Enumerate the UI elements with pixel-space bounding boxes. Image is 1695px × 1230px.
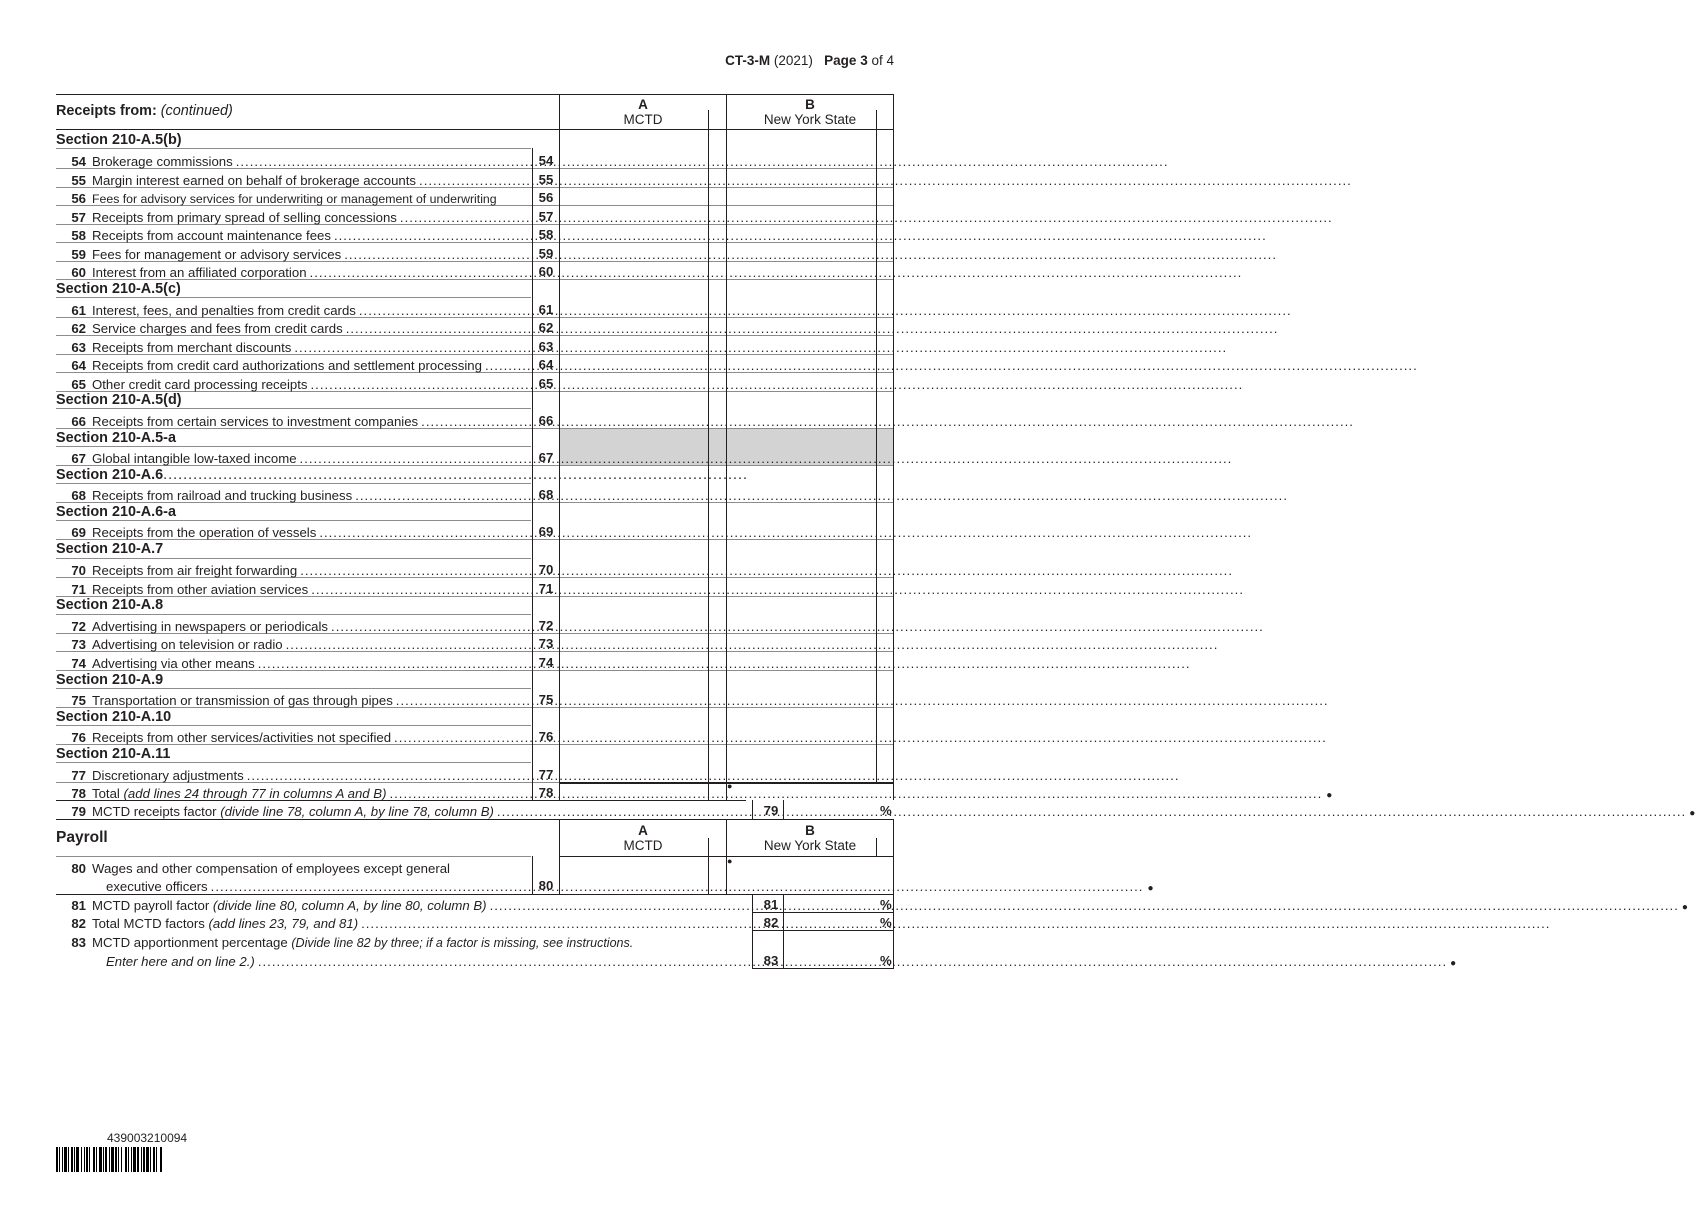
receipts-title [56,103,233,119]
line-65-label: Other credit card processing receipts [92,377,308,392]
line-80-num: 80 [71,861,86,876]
line-79-box-num: 79 [763,803,779,818]
line-67-text [92,451,297,466]
line-78-box-num: 78 [538,785,554,800]
line-75-num: 75 [71,693,86,708]
line-63-row [56,337,531,355]
line-62-text [92,321,343,336]
line-58-row [56,225,531,243]
line-81-bullet: ● [1681,902,1688,913]
line-75-row [56,690,531,708]
line-62-row [56,318,531,336]
line-72-label: Advertising in newspapers or periodicals [92,619,329,634]
section-rule [56,614,531,615]
payroll-title-rule [56,856,531,857]
line-62-label: Service charges and fees from credit cards [92,321,343,336]
line-58-num: 58 [71,228,86,243]
line-82-note: (add lines 23, 79, and 81) [208,916,359,931]
line-69-num: 69 [71,525,86,540]
col-b-header [727,97,893,127]
line-69-box-num: 69 [538,524,554,539]
line-78-num: 78 [71,786,86,801]
line-81-num: 81 [71,898,86,913]
line-67-label: Global intangible low-taxed income [92,451,297,466]
line-73-num: 73 [71,637,86,652]
col-b-letter: B [805,97,815,112]
section-rule [56,558,531,559]
section-210-a6: Section 210-A.6..................................................................................................................... [56,467,748,483]
line-71-label: Receipts from other aviation services [92,582,309,597]
line-66-label: Receipts from certain services to investment companies [92,414,419,429]
line-60-num: 60 [71,265,86,280]
line-54-box-num: 54 [538,153,554,168]
line-55-box-num: 55 [538,172,554,187]
line-78-text [92,786,386,801]
line-76-text [92,730,391,745]
line-79-bullet: ● [1689,808,1695,819]
line-75-label: Transportation or transmission of gas through pipes [92,693,393,708]
form-year: (2021) [773,53,813,68]
line-56-box-num: 56 [538,190,554,205]
line-79-note: (divide line 78, column A, by line 78, column B) [220,804,494,819]
line-73-text [92,637,283,652]
line-71-num: 71 [71,582,86,597]
section-rule [56,725,531,726]
line-60-box-num: 60 [538,264,554,279]
col-a-letter: A [638,97,648,112]
line-75-box-num: 75 [538,692,554,707]
line-83-label: MCTD apportionment percentage [92,935,288,950]
line-69-text [92,525,316,540]
page-number: 3 [860,53,868,68]
line-63-label: Receipts from merchant discounts [92,340,292,355]
line-61-box-num: 61 [538,302,554,317]
line-72-text [92,619,328,634]
line-81-text [92,898,487,913]
section-210-a6a: Section 210-A.6-a [56,504,176,520]
line-61-text [92,303,356,318]
line-67-num: 67 [71,451,86,466]
line-74-label: Advertising via other means [92,656,255,671]
line-76-num: 76 [71,730,86,745]
section-210-a5c: Section 210-A.5(c) [56,281,181,297]
payroll-title: Payroll [56,829,108,846]
section-210-a8: Section 210-A.8 [56,597,164,613]
section-rule [56,520,531,521]
line-70-label: Receipts from air freight forwarding [92,563,298,578]
line-62-box-num: 62 [538,320,554,335]
line-81-box-num: 81 [763,897,779,912]
line-61-label: Interest, fees, and penalties from credit cards [92,303,356,318]
section-210-a6-label: Section 210-A.6 [56,467,164,483]
line-69-label: Receipts from the operation of vessels [92,525,317,540]
line-81-note: (divide line 80, column A, by line 80, column B) [212,898,487,913]
line-64-label: Receipts from credit card authorizations and settlement processing [92,358,482,373]
line-83-bullet: ● [1450,958,1457,969]
line-82-num: 82 [71,916,86,931]
line-63-box-num: 63 [538,339,554,354]
line-55-text [92,173,416,188]
line-56-row [56,188,531,206]
line-77-num: 77 [71,768,86,783]
line-68-num: 68 [71,488,86,503]
line-56-label: Fees for advisory services for underwriting or management of underwriting [92,192,497,206]
payroll-col-b-letter: B [805,823,815,838]
line-66-box-num: 66 [538,413,554,428]
payroll-col-b-label: New York State [763,838,857,853]
section-210-a10: Section 210-A.10 [56,709,172,725]
line-63-num: 63 [71,340,86,355]
line-79-label: MCTD receipts factor [92,804,217,819]
line-67-row [56,448,531,466]
line-70-box-num: 70 [538,562,554,577]
section-210-a11: Section 210-A.11 [56,746,171,762]
line-61-row [56,300,531,318]
page-label: Page [824,53,857,68]
line-71-text [92,582,308,597]
line-71-box-num: 71 [538,581,554,596]
line-60-text [92,265,307,280]
line-80-text-2: executive officers [106,879,208,894]
line-83-row-1 [56,932,816,950]
line-77-text [92,768,244,783]
line-59-box-num: 59 [538,246,554,261]
line-79-percent: % [880,803,892,818]
line-60-row [56,262,531,280]
line-78-note: (add lines 24 through 77 in columns A and B) [123,786,387,801]
payroll-col-a-label: MCTD [623,838,663,853]
line-66-row [56,411,531,429]
line-61-num: 61 [71,303,86,318]
line-58-text [92,228,331,243]
line-59-text [92,247,341,262]
line-79-text [92,804,494,819]
section-rule [56,762,531,763]
line-59-num: 59 [71,247,86,262]
line-55-label: Margin interest earned on behalf of brokerage accounts [92,173,417,188]
line-72-num: 72 [71,619,86,634]
line-71-row [56,579,531,597]
line-70-row [56,560,531,578]
section-210-a7: Section 210-A.7 [56,541,164,557]
line-68-row [56,485,531,503]
line-70-text [92,563,297,578]
line-56-text [92,192,497,206]
line-83-note-2: Enter here and on line 2.) [106,954,255,969]
page-of: of 4 [871,53,894,68]
line-73-label: Advertising on television or radio [92,637,283,652]
barcode [56,1147,163,1172]
line-78-row [56,783,1333,801]
payroll-top-rule [56,819,894,820]
line-76-row [56,727,531,745]
receipts-title-note: (continued) [160,103,233,119]
line-64-box-num: 64 [538,357,554,372]
line-79-num: 79 [71,804,86,819]
form-id: CT-3-M [725,53,771,68]
payroll-col-a-header [560,823,726,853]
line-80-row-1 [56,858,531,876]
line-54-label: Brokerage commissions [92,154,233,169]
line-58-box-num: 58 [538,227,554,242]
line-82-percent: % [880,915,892,930]
line-63-text [92,340,291,355]
line-59-row [56,244,531,262]
line-83-text-2-wrap [92,954,255,969]
line-82-row [56,913,746,931]
line-64-row [56,355,531,373]
line-82-text [92,916,358,931]
line-65-row [56,374,531,392]
section-rule [56,688,531,689]
section-210-a5d: Section 210-A.5(d) [56,392,182,408]
line-73-row [56,634,531,652]
line-81-row [56,895,1688,913]
section-210-a5a: Section 210-A.5-a [56,430,176,446]
line-55-row [56,170,531,188]
line-64-text [92,358,482,373]
line-58-label: Receipts from account maintenance fees [92,228,331,243]
line-78-bullet: ● [1326,790,1333,801]
line-69-row [56,522,531,540]
line-64-num: 64 [71,358,86,373]
line-82-label: Total MCTD factors [92,916,205,931]
line-55-num: 55 [71,173,86,188]
barcode-number: 439003210094 [107,1131,188,1145]
barcode-bar [162,1147,163,1172]
line-54-row [56,151,531,169]
line-57-box-num: 57 [538,209,554,224]
table-top-rule [56,94,894,95]
line-54-text [92,154,233,169]
line-83-note-1: (Divide line 82 by three; if a factor is missing, see instructions. [291,936,634,950]
line-83-percent: % [880,953,892,968]
line-59-label: Fees for management or advisory services [92,247,342,262]
line-80-text-1: Wages and other compensation of employees except general [92,861,450,876]
line-65-text [92,377,308,392]
col-b-label: New York State [763,112,857,127]
line-77-box-num: 77 [538,767,554,782]
receipts-title-text: Receipts from: [56,103,157,119]
line-66-num: 66 [71,414,86,429]
page-header [725,53,894,68]
line-77-label: Discretionary adjustments [92,768,244,783]
line-81-percent: % [880,897,892,912]
column-b-bullet-marker: ● [727,856,733,866]
line-66-text [92,414,418,429]
section-rule [56,148,531,149]
line-83-box-num: 83 [763,953,779,968]
line-79-row [56,801,1695,819]
line-74-num: 74 [71,656,86,671]
line-65-box-num: 65 [538,376,554,391]
line-68-box-num: 68 [538,487,554,502]
section-rule [56,408,531,409]
line-77-row [56,765,531,783]
section-rule [56,483,531,484]
line-76-label: Receipts from other services/activities not specified [92,730,392,745]
line-56-num: 56 [71,191,86,206]
line-83-num: 83 [71,935,86,950]
line-54-num: 54 [71,154,86,169]
line-62-num: 62 [71,321,86,336]
line-76-box-num: 76 [538,729,554,744]
line-57-label: Receipts from primary spread of selling concessions [92,210,397,225]
line-68-text [92,488,352,503]
payroll-col-b-header [727,823,893,853]
line-74-box-num: 74 [538,655,554,670]
line-60-label: Interest from an affiliated corporation [92,265,307,280]
col-a-header [560,97,726,127]
line-80-box-num: 80 [538,878,554,893]
line-70-num: 70 [71,563,86,578]
line-80-bullet: ● [1147,883,1154,894]
line-74-text [92,656,255,671]
section-rule [56,446,531,447]
line-68-label: Receipts from railroad and trucking business [92,488,353,503]
section-rule [56,297,531,298]
line-72-row [56,616,531,634]
line-65-num: 65 [71,377,86,392]
line-57-text [92,210,397,225]
section-210-a9: Section 210-A.9 [56,672,164,688]
receipts-header-rule [56,129,894,130]
line-72-box-num: 72 [538,618,554,633]
line-78-label: Total [92,786,120,801]
line-82-box-num: 82 [763,915,779,930]
col-a-label: MCTD [623,112,663,127]
line-73-box-num: 73 [538,636,554,651]
line-75-text [92,693,393,708]
line-83-text [92,935,633,950]
section-210-a5b: Section 210-A.5(b) [56,132,182,148]
line-67-box-num: 67 [538,450,554,465]
line-81-label: MCTD payroll factor [92,898,210,913]
line-57-row [56,207,531,225]
column-b-bullet-marker: ● [727,781,733,791]
line-57-num: 57 [71,210,86,225]
line-74-row [56,653,531,671]
payroll-col-a-letter: A [638,823,648,838]
